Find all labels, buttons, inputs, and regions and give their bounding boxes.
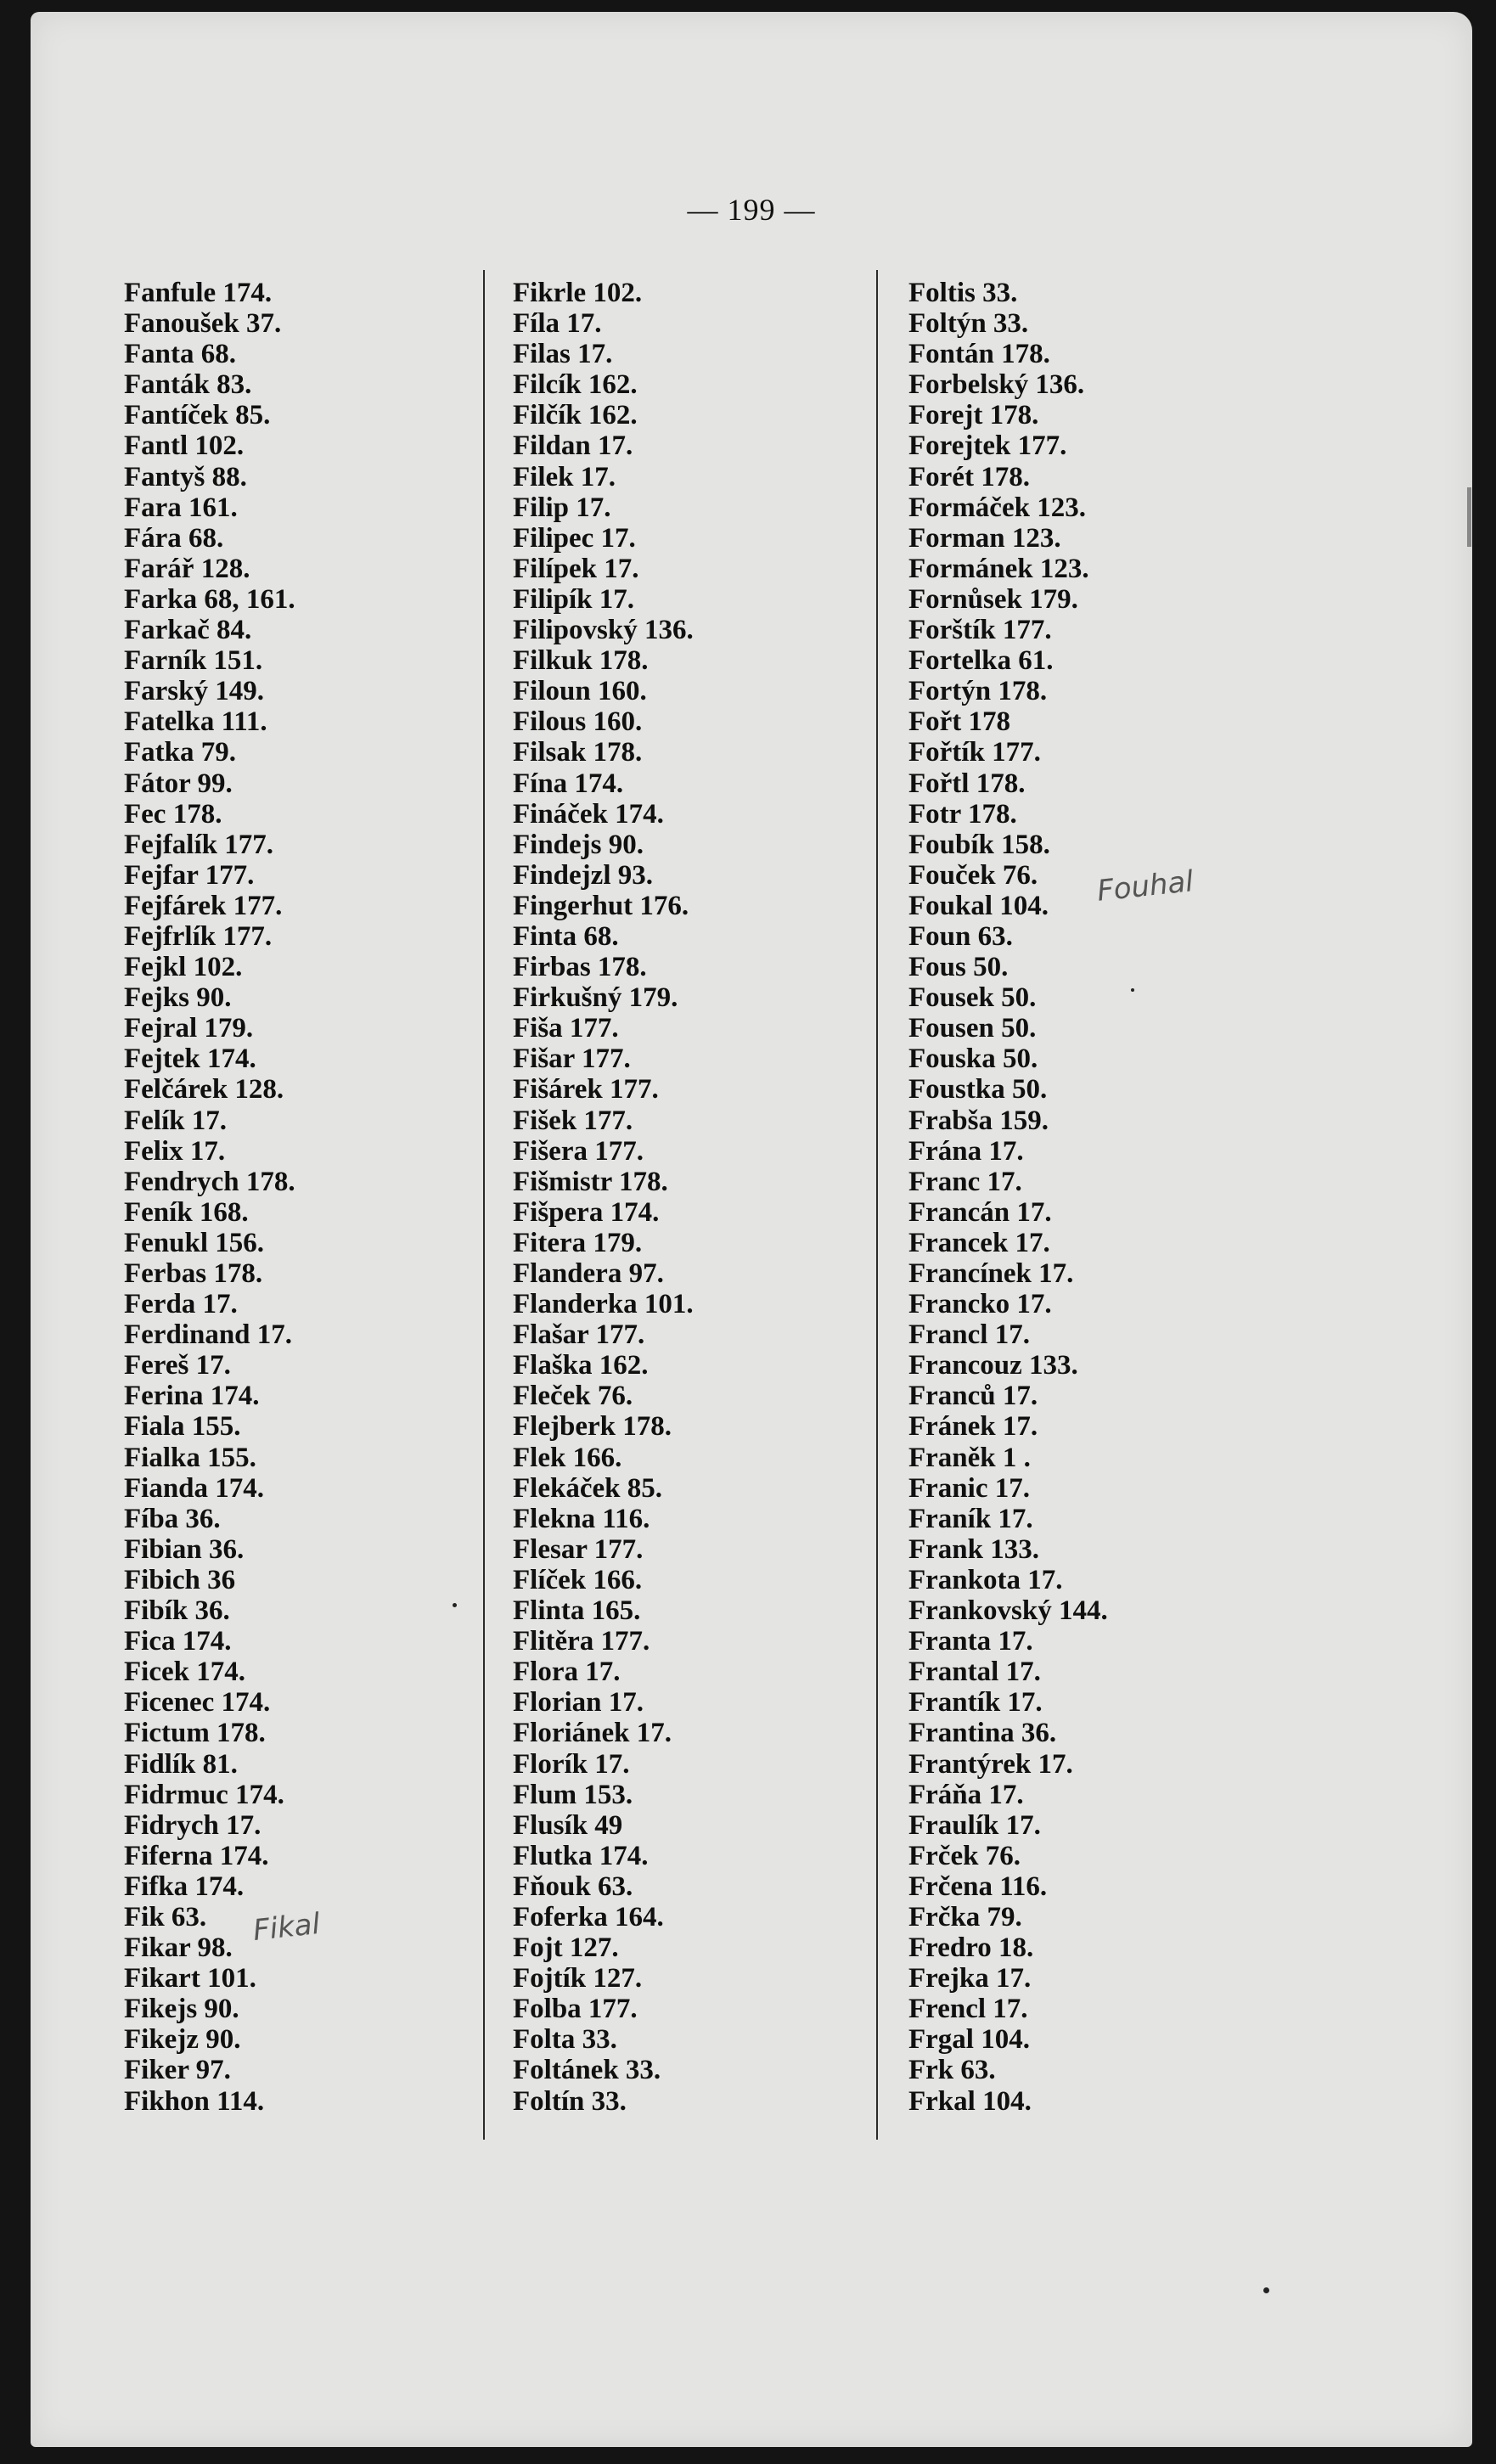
index-entry: Fikhon 114. xyxy=(124,2085,265,2117)
index-entry: Fantíček 85. xyxy=(124,400,271,431)
index-entry: Fína 174. xyxy=(513,768,624,799)
index-entry: Finta 68. xyxy=(513,920,619,952)
index-entry: Fořtík 177. xyxy=(908,737,1041,768)
index-entry: Filípek 17. xyxy=(513,553,639,584)
index-entry: Forejtek 177. xyxy=(908,430,1067,462)
index-entry: Foun 63. xyxy=(908,920,1013,952)
index-entry: Fik 63. xyxy=(124,1901,207,1932)
index-entry: Fildan 17. xyxy=(513,430,633,462)
index-entry: Franík 17. xyxy=(908,1503,1033,1534)
index-entry: Frank 133. xyxy=(908,1533,1040,1565)
index-entry: Felík 17. xyxy=(124,1105,227,1136)
index-entry: Fišmistr 178. xyxy=(513,1166,668,1197)
index-entry: Fojt 127. xyxy=(513,1932,619,1964)
index-entry: Flinta 165. xyxy=(513,1595,641,1627)
index-entry: Fouček 76. xyxy=(908,859,1038,891)
index-entry: Frk 63. xyxy=(908,2055,996,2086)
index-entry: Filek 17. xyxy=(513,461,616,492)
index-entry: Fec 178. xyxy=(124,798,222,830)
index-entry: Francínek 17. xyxy=(908,1258,1074,1289)
index-entry: Filkuk 178. xyxy=(513,645,649,677)
index-entry: Fredro 18. xyxy=(908,1932,1034,1964)
index-entry: Fibian 36. xyxy=(124,1533,245,1565)
index-entry: Folba 177. xyxy=(513,1994,638,2025)
handwritten-note: Fikal xyxy=(251,1906,322,1949)
index-entry: Fousek 50. xyxy=(908,982,1037,1014)
index-entry: Filsak 178. xyxy=(513,737,643,768)
index-entry: Forét 178. xyxy=(908,461,1030,492)
index-entry: Flíček 166. xyxy=(513,1564,643,1595)
index-entry: Franc 17. xyxy=(908,1166,1022,1197)
index-entry: Felčárek 128. xyxy=(124,1074,284,1105)
index-entry: Fišárek 177. xyxy=(513,1074,659,1105)
index-entry: Fanfule 174. xyxy=(124,278,273,308)
index-entry: Fantyš 88. xyxy=(124,461,247,492)
ink-speck xyxy=(453,1603,457,1607)
index-entry: Frčka 79. xyxy=(908,1901,1022,1932)
index-entry: Fišpera 174. xyxy=(513,1196,660,1228)
handwritten-note: Fouhal xyxy=(1095,864,1195,909)
index-entry: Fica 174. xyxy=(124,1626,232,1657)
index-entry: Foltis 33. xyxy=(908,278,1018,308)
index-entry: Francl 17. xyxy=(908,1319,1030,1351)
index-entry: Frána 17. xyxy=(908,1135,1024,1167)
index-entry: Filipovský 136. xyxy=(513,615,694,646)
index-entry: Flesar 177. xyxy=(513,1533,644,1565)
index-entry: Flusík 49 xyxy=(513,1809,623,1841)
index-entry: Frantal 17. xyxy=(908,1657,1041,1688)
index-entry: Fejral 179. xyxy=(124,1013,254,1044)
index-entry: Flanderka 101. xyxy=(513,1289,694,1320)
index-entry: Fňouk 63. xyxy=(513,1871,633,1902)
index-entry: Fouska 50. xyxy=(908,1044,1038,1075)
index-entry: Flora 17. xyxy=(513,1657,621,1688)
index-entry: Franěk 1 . xyxy=(908,1442,1031,1473)
index-entry: Filipec 17. xyxy=(513,522,636,554)
index-entry: Filas 17. xyxy=(513,339,613,370)
index-entry: Ferda 17. xyxy=(124,1289,238,1320)
index-entry: Fejfar 177. xyxy=(124,859,255,891)
index-entry: Fikrle 102. xyxy=(513,278,643,308)
index-entry: Firkušný 179. xyxy=(513,982,678,1014)
index-entry: Fornůsek 179. xyxy=(908,583,1078,615)
index-entry: Flek 166. xyxy=(513,1442,622,1473)
index-entry: Filcík 162. xyxy=(513,369,638,401)
index-entry: Foltín 33. xyxy=(513,2085,627,2117)
index-entry: Fejfalík 177. xyxy=(124,829,273,860)
index-entry: Fraulík 17. xyxy=(908,1809,1041,1841)
index-entry: Ferdinand 17. xyxy=(124,1319,293,1351)
page-edge-mark xyxy=(1467,487,1471,547)
index-entry: Fiferna 174. xyxy=(124,1840,269,1871)
index-entry: Farský 149. xyxy=(124,676,264,707)
index-entry: Frantýrek 17. xyxy=(908,1748,1073,1780)
index-entry: Frgal 104. xyxy=(908,2024,1030,2056)
index-entry: Floriánek 17. xyxy=(513,1718,672,1749)
index-entry: Fortýn 178. xyxy=(908,676,1048,707)
index-entry: Fidrmuc 174. xyxy=(124,1779,284,1810)
index-entry: Filčík 162. xyxy=(513,400,638,431)
index-entry: Foubík 158. xyxy=(908,829,1050,860)
index-entry: Fátor 99. xyxy=(124,768,233,799)
index-entry: Foustka 50. xyxy=(908,1074,1048,1105)
index-entry: Fráňa 17. xyxy=(908,1779,1024,1810)
index-entry: Fara 161. xyxy=(124,492,238,523)
index-entry: Fikar 98. xyxy=(124,1932,233,1964)
page-number: — 199 — xyxy=(687,193,816,227)
index-entry: Fiala 155. xyxy=(124,1411,241,1443)
index-entry: Farník 151. xyxy=(124,645,263,677)
index-entry: Fojtík 127. xyxy=(513,1963,643,1994)
index-entry: Fořtl 178. xyxy=(908,768,1026,799)
index-entry: Fejks 90. xyxy=(124,982,232,1014)
index-entry: Fořt 178 xyxy=(908,706,1011,738)
index-entry: Fára 68. xyxy=(124,522,224,554)
index-entry: Frantík 17. xyxy=(908,1687,1043,1719)
index-entry: Flitěra 177. xyxy=(513,1626,650,1657)
index-entry: Fatelka 111. xyxy=(124,706,267,738)
index-entry: Fiker 97. xyxy=(124,2055,231,2086)
index-entry: Flejberk 178. xyxy=(513,1411,672,1443)
index-entry: Filoun 160. xyxy=(513,676,647,707)
index-entry: Filous 160. xyxy=(513,706,643,738)
index-entry: Frabša 159. xyxy=(908,1105,1049,1136)
index-entry: Fíla 17. xyxy=(513,308,602,340)
index-entry: Fišek 177. xyxy=(513,1105,633,1136)
index-entry: Fatka 79. xyxy=(124,737,236,768)
index-entry: Fišar 177. xyxy=(513,1044,631,1075)
index-entry: Fontán 178. xyxy=(908,339,1050,370)
index-entry: Forštík 177. xyxy=(908,615,1052,646)
index-entry: Frček 76. xyxy=(908,1840,1021,1871)
index-entry: Fousen 50. xyxy=(908,1013,1037,1044)
index-entry: Formáček 123. xyxy=(908,492,1086,523)
index-entry: Fejfárek 177. xyxy=(124,890,283,921)
index-entry: Franta 17. xyxy=(908,1626,1033,1657)
index-entry: Farkač 84. xyxy=(124,615,252,646)
index-entry: Fanta 68. xyxy=(124,339,236,370)
index-entry: Fingerhut 176. xyxy=(513,890,689,921)
index-entry: Flaška 162. xyxy=(513,1350,649,1381)
index-entry: Firbas 178. xyxy=(513,952,647,983)
index-entry: Foferka 164. xyxy=(513,1901,664,1932)
index-entry: Fíba 36. xyxy=(124,1503,221,1534)
index-entry: Farka 68, 161. xyxy=(124,583,295,615)
index-entry: Fantl 102. xyxy=(124,430,245,462)
index-entry: Forman 123. xyxy=(908,522,1061,554)
index-entry: Flašar 177. xyxy=(513,1319,645,1351)
index-entry: Frankovský 144. xyxy=(908,1595,1108,1627)
index-entry: Filip 17. xyxy=(513,492,611,523)
index-entry: Fikart 101. xyxy=(124,1963,256,1994)
index-entry: Fejtek 174. xyxy=(124,1044,256,1075)
index-entry: Forbelský 136. xyxy=(908,369,1085,401)
index-entry: Fikejz 90. xyxy=(124,2024,241,2056)
index-entry: Frankota 17. xyxy=(908,1564,1063,1595)
index-entry: Fitera 179. xyxy=(513,1227,643,1258)
index-entry: Ficenec 174. xyxy=(124,1687,271,1719)
index-entry: Foltýn 33. xyxy=(908,308,1029,340)
index-entry: Fifka 174. xyxy=(124,1871,245,1902)
index-entry: Fialka 155. xyxy=(124,1442,256,1473)
index-entry: Filipík 17. xyxy=(513,583,635,615)
index-entry: Flum 153. xyxy=(513,1779,633,1810)
index-entry: Ficek 174. xyxy=(124,1657,245,1688)
index-column-1 xyxy=(124,278,498,2117)
index-entry: Findejs 90. xyxy=(513,829,644,860)
document-page xyxy=(31,12,1472,2447)
index-entry: Fibich 36 xyxy=(124,1564,236,1595)
index-entry: Fidrych 17. xyxy=(124,1809,262,1841)
index-entry: Fortelka 61. xyxy=(908,645,1054,677)
index-entry: Ferina 174. xyxy=(124,1381,260,1412)
index-entry: Findejzl 93. xyxy=(513,859,653,891)
index-entry: Flekáček 85. xyxy=(513,1472,662,1504)
index-entry: Frkal 104. xyxy=(908,2085,1032,2117)
index-entry: Ferbas 178. xyxy=(124,1258,263,1289)
index-entry: Fibík 36. xyxy=(124,1595,230,1627)
index-entry: Foukal 104. xyxy=(908,890,1049,921)
index-entry: Forejt 178. xyxy=(908,400,1039,431)
index-entry: Fránek 17. xyxy=(908,1411,1038,1443)
index-entry: Fendrych 178. xyxy=(124,1166,295,1197)
index-entry: Fenukl 156. xyxy=(124,1227,265,1258)
index-entry: Farář 128. xyxy=(124,553,250,584)
index-entry: Fanoušek 37. xyxy=(124,308,282,340)
index-entry: Franic 17. xyxy=(908,1472,1030,1504)
index-entry: Fous 50. xyxy=(908,952,1009,983)
index-entry: Francouz 133. xyxy=(908,1350,1078,1381)
index-entry: Fikejs 90. xyxy=(124,1994,239,2025)
index-column-3 xyxy=(908,278,1282,2117)
index-entry: Foltánek 33. xyxy=(513,2055,661,2086)
index-entry: Flandera 97. xyxy=(513,1258,664,1289)
index-entry: Fotr 178. xyxy=(908,798,1017,830)
index-entry: Florík 17. xyxy=(513,1748,630,1780)
index-entry: Fišera 177. xyxy=(513,1135,644,1167)
index-entry: Fanták 83. xyxy=(124,369,252,401)
index-entry: Franců 17. xyxy=(908,1381,1038,1412)
index-entry: Flutka 174. xyxy=(513,1840,649,1871)
index-entry: Fejfrlík 177. xyxy=(124,920,273,952)
index-entry: Francek 17. xyxy=(908,1227,1050,1258)
ink-speck xyxy=(1263,2287,1269,2293)
index-entry: Feník 168. xyxy=(124,1196,249,1228)
index-entry: Folta 33. xyxy=(513,2024,617,2056)
index-entry: Fidlík 81. xyxy=(124,1748,238,1780)
index-entry: Felix 17. xyxy=(124,1135,226,1167)
ink-speck xyxy=(1131,988,1134,992)
index-entry: Frčena 116. xyxy=(908,1871,1048,1902)
index-entry: Frantina 36. xyxy=(908,1718,1057,1749)
index-entry: Francán 17. xyxy=(908,1196,1052,1228)
index-entry: Frencl 17. xyxy=(908,1994,1028,2025)
index-entry: Francko 17. xyxy=(908,1289,1052,1320)
index-entry: Frejka 17. xyxy=(908,1963,1032,1994)
index-column-2 xyxy=(513,278,886,2117)
index-entry: Fianda 174. xyxy=(124,1472,265,1504)
index-entry: Fereš 17. xyxy=(124,1350,231,1381)
index-entry: Fiša 177. xyxy=(513,1013,619,1044)
index-entry: Flekna 116. xyxy=(513,1503,650,1534)
index-entry: Formánek 123. xyxy=(908,553,1089,584)
index-entry: Fináček 174. xyxy=(513,798,664,830)
index-entry: Fictum 178. xyxy=(124,1718,266,1749)
index-entry: Fleček 76. xyxy=(513,1381,633,1412)
index-entry: Fejkl 102. xyxy=(124,952,243,983)
index-entry: Florian 17. xyxy=(513,1687,644,1719)
